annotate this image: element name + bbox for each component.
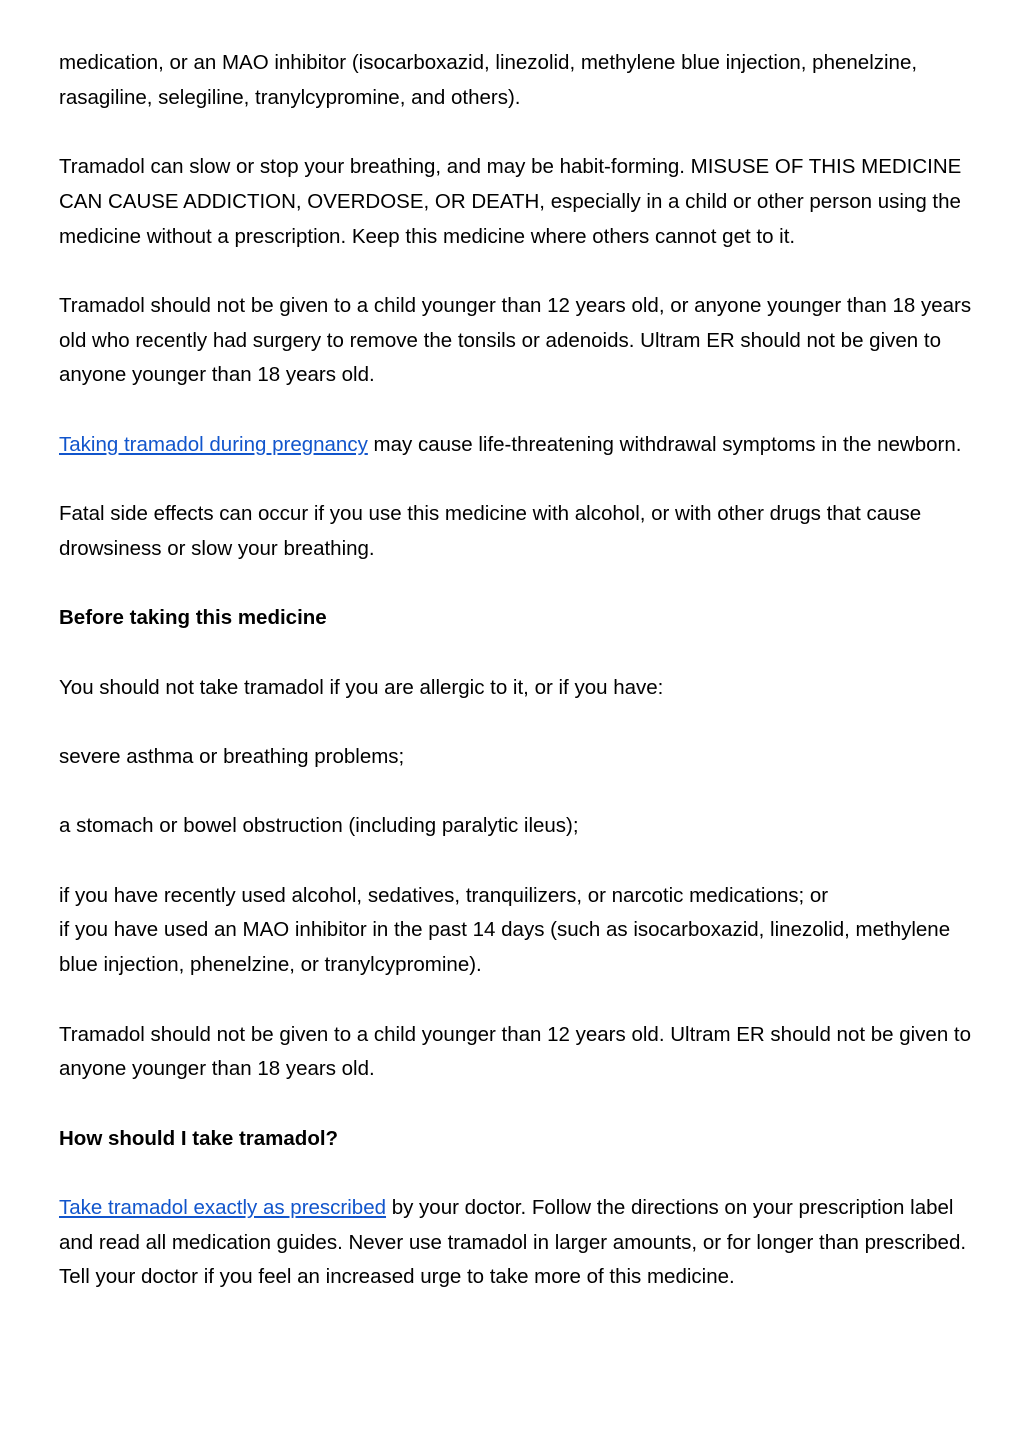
take-as-prescribed-link[interactable]: Take tramadol exactly as prescribed	[59, 1196, 387, 1220]
paragraph-fatal-side-effects: Fatal side effects can occur if you use this medicine with alcohol, or with other drugs that cause drowsiness or slow your breathing.	[59, 502, 922, 560]
list-item-mao-inhibitor: if you have used an MAO inhibitor in the past 14 days (such as isocarboxazid, linezolid, methylene blue injection, phenelzine, or tranylcypromine).	[59, 918, 951, 977]
paragraph-pregnancy	[59, 428, 984, 463]
paragraph-age-restriction: Tramadol should not be given to a child younger than 12 years old, or anyone younger than 18 years old who recently had surgery to remove the tonsils or adenoids. Ultram ER should not be given to anyone younger than 18 years old.	[59, 293, 972, 387]
paragraph-ultram-er-age: Tramadol should not be given to a child younger than 12 years old. Ultram ER should not be given to anyone younger than 18 years old.	[59, 1022, 972, 1081]
document-page	[59, 46, 984, 1330]
list-item-recent-alcohol: if you have recently used alcohol, sedatives, tranquilizers, or narcotic medications; or	[59, 883, 829, 907]
paragraph-mao-inhibitor: medication, or an MAO inhibitor (isocarboxazid, linezolid, methylene blue injection, phenelzine, rasagiline, selegiline, tranylcypromine, and others).	[59, 51, 918, 109]
pregnancy-link[interactable]: Taking tramadol during pregnancy	[59, 432, 368, 456]
heading-how-to-take: How should I take tramadol?	[59, 1126, 339, 1150]
list-item-asthma: severe asthma or breathing problems;	[59, 744, 405, 768]
pregnancy-text: may cause life-threatening withdrawal symptoms in the newborn.	[367, 432, 962, 456]
list-item-bowel-obstruction: a stomach or bowel obstruction (including paralytic ileus);	[59, 814, 579, 838]
take-as-prescribed-text: by your doctor. Follow the directions on your prescription label and read all medication guides. Never use tramadol in larger amounts, or for longer than prescribed. Tell your doctor if you feel an increased urge to take more of this medicine.	[59, 1196, 967, 1289]
paragraph-take-as-prescribed	[59, 1191, 984, 1295]
paragraph-breathing-warning: Tramadol can slow or stop your breathing, and may be habit-forming. MISUSE OF THIS MEDICINE CAN CAUSE ADDICTION, OVERDOSE, OR DEATH, especially in a child or other person using the medicine without a prescription. Keep this medicine where others cannot get to it.	[59, 155, 962, 248]
heading-before-taking: Before taking this medicine	[59, 606, 327, 630]
paragraph-allergy: You should not take tramadol if you are allergic to it, or if you have:	[59, 675, 664, 699]
